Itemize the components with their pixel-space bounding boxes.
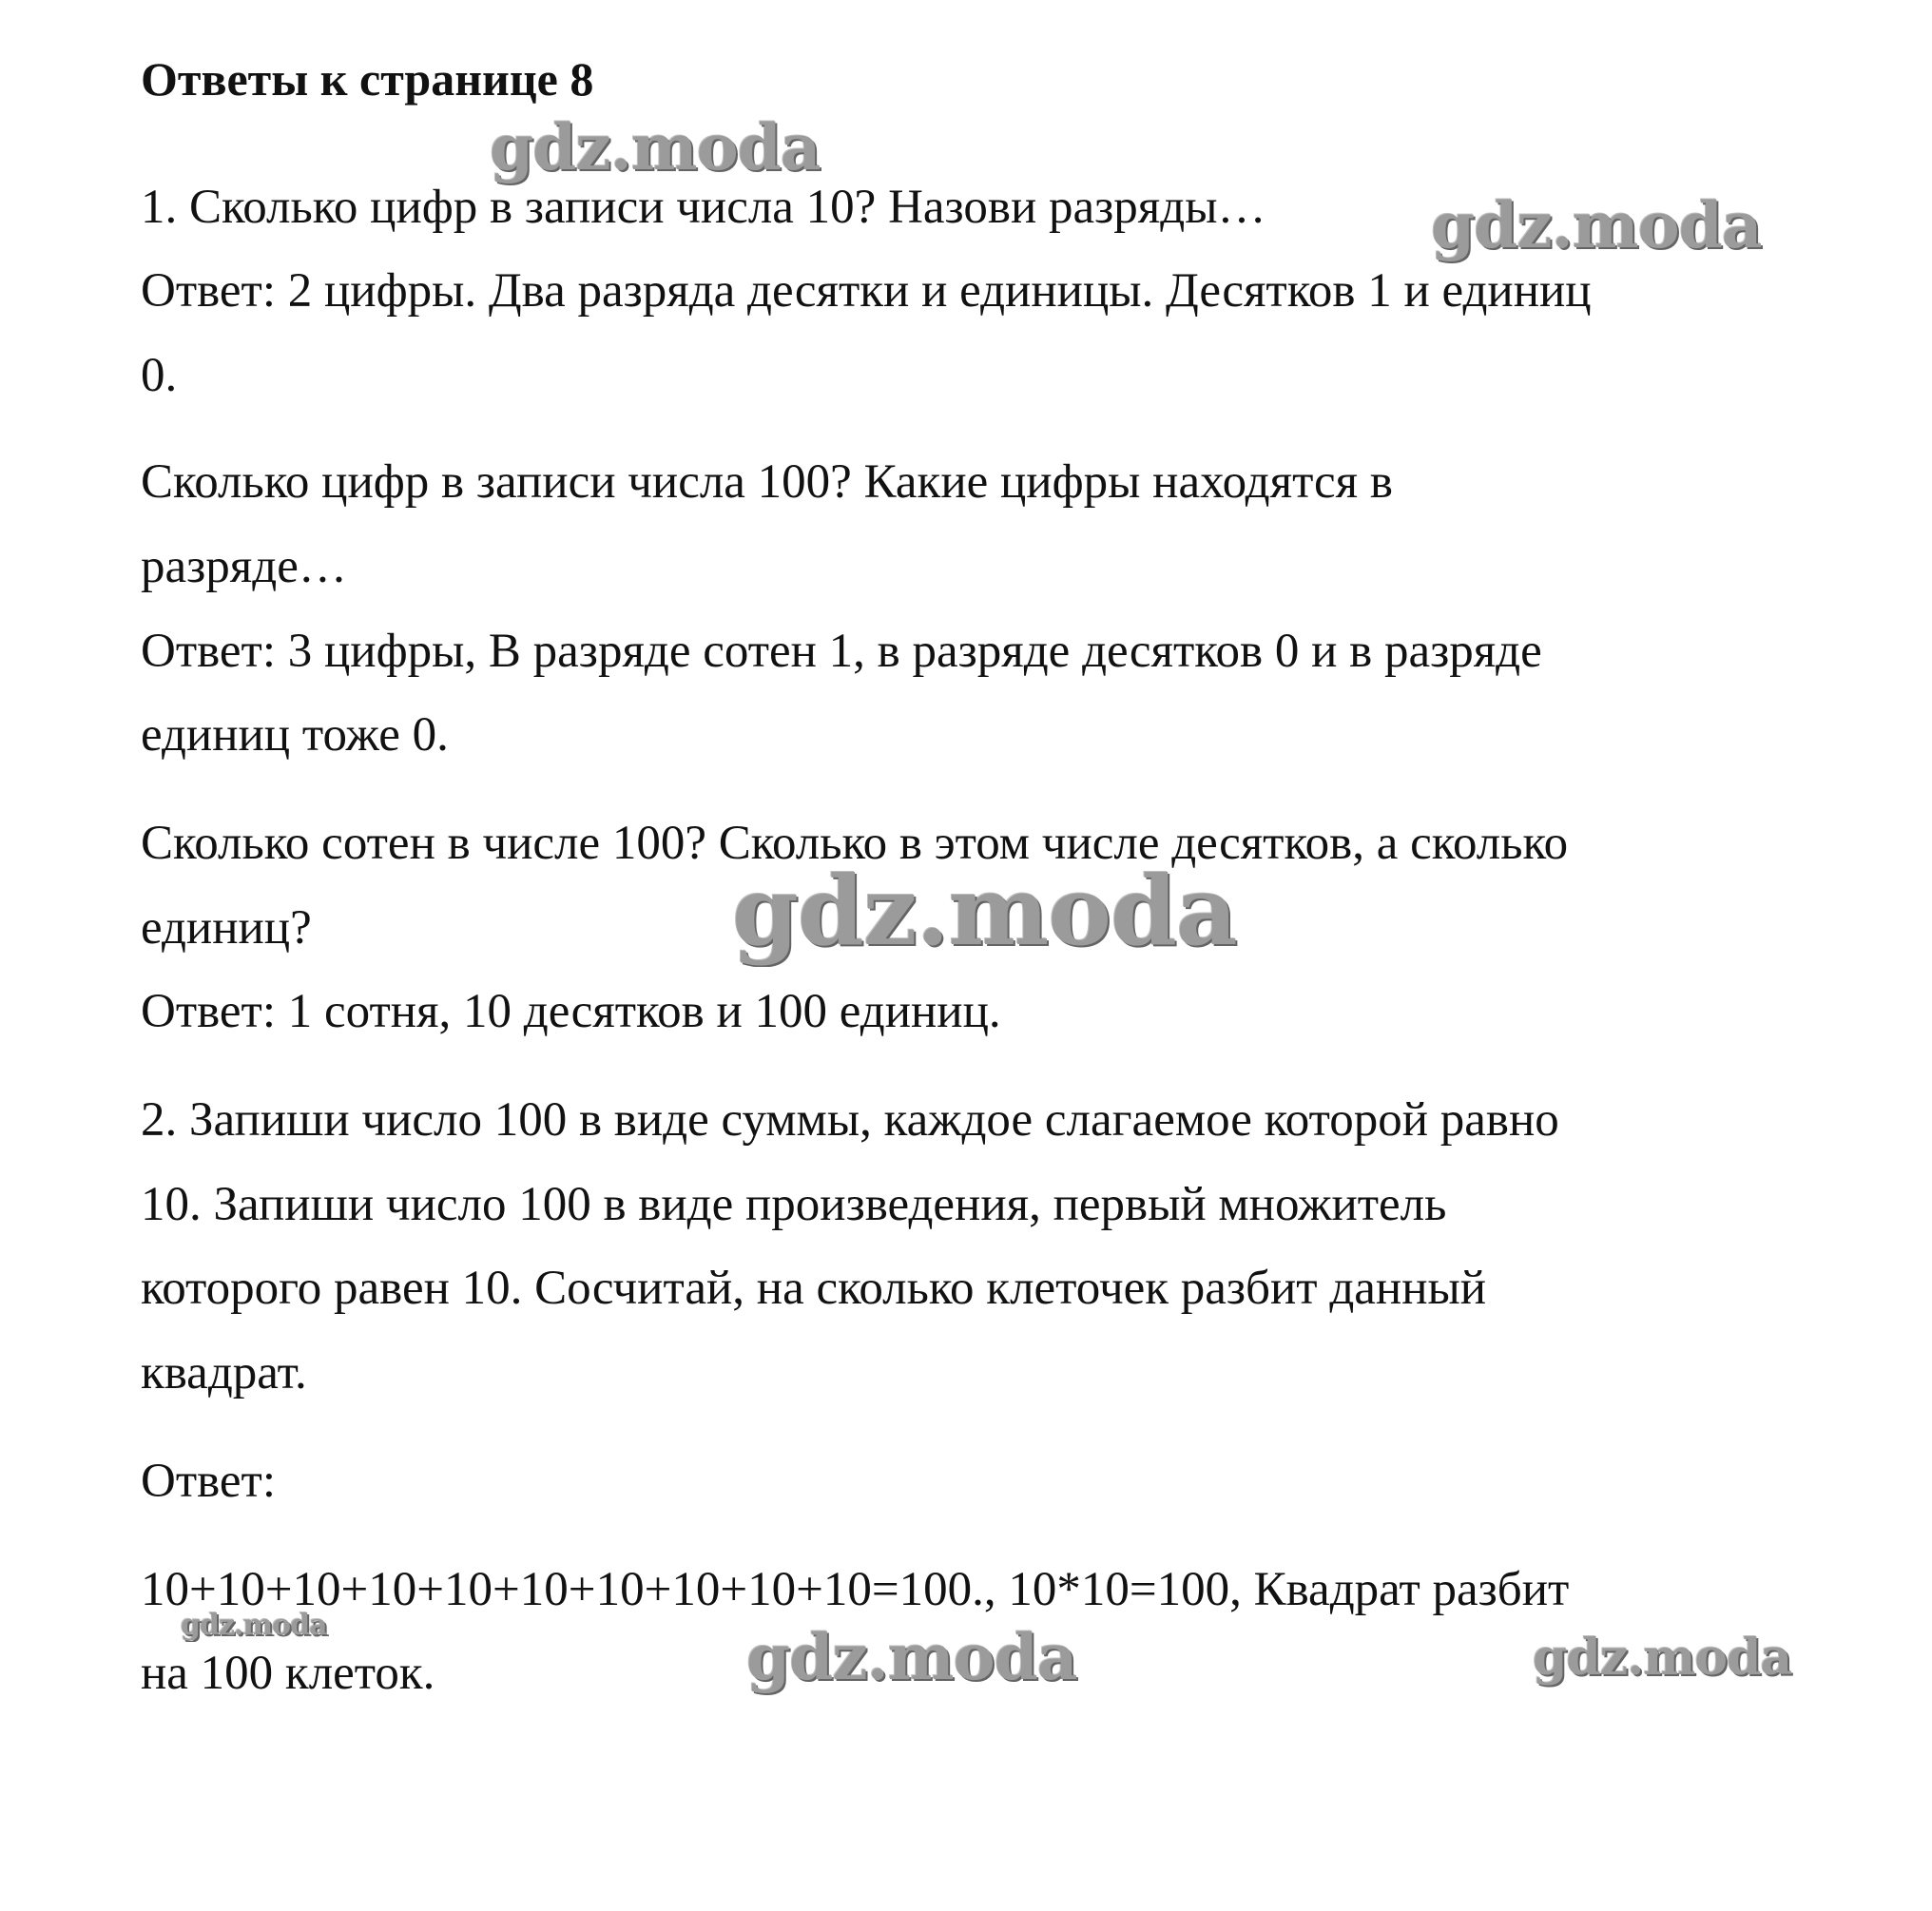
text-line: которого равен 10. Сосчитай, на сколько клеточек разбит данный	[141, 1262, 1487, 1315]
text-line: Ответ:	[141, 1455, 276, 1508]
page-title: Ответы к странице 8	[141, 52, 594, 106]
text-line: Ответ: 1 сотня, 10 десятков и 100 единиц.	[141, 985, 1001, 1038]
text-line: Сколько цифр в записи числа 100? Какие цифры находятся в	[141, 455, 1393, 509]
watermark: gdz.moda	[490, 110, 821, 184]
text-line: на 100 клеток.	[141, 1647, 435, 1700]
watermark: gdz.moda	[732, 855, 1237, 967]
text-line: 2. Запиши число 100 в виде суммы, каждое слагаемое которой равно	[141, 1093, 1559, 1147]
watermark: gdz.moda	[746, 1620, 1077, 1694]
text-line: 10. Запиши число 100 в виде произведения, первый множитель	[141, 1178, 1447, 1231]
text-line: 10+10+10+10+10+10+10+10+10+10=100., 10*10=100, Квадрат разбит	[141, 1563, 1570, 1616]
text-line: Ответ: 3 цифры, В разряде сотен 1, в разряде десятков 0 и в разряде	[141, 625, 1542, 678]
text-line: разряде…	[141, 540, 347, 593]
text-line: квадрат.	[141, 1346, 307, 1399]
text-line: единиц?	[141, 901, 312, 955]
text-line: Сколько сотен в числе 100? Сколько в этом числе десятков, а сколько	[141, 817, 1569, 870]
text-line: Ответ: 2 цифры. Два разряда десятки и единицы. Десятков 1 и единиц	[141, 264, 1592, 318]
text-line: единиц тоже 0.	[141, 708, 449, 762]
watermark: gdz.moda	[1431, 188, 1762, 262]
watermark: gdz.moda	[181, 1609, 327, 1642]
watermark: gdz.moda	[1533, 1629, 1792, 1687]
text-line: 0.	[141, 349, 178, 402]
text-line: 1. Сколько цифр в записи числа 10? Назови разряды…	[141, 181, 1266, 234]
